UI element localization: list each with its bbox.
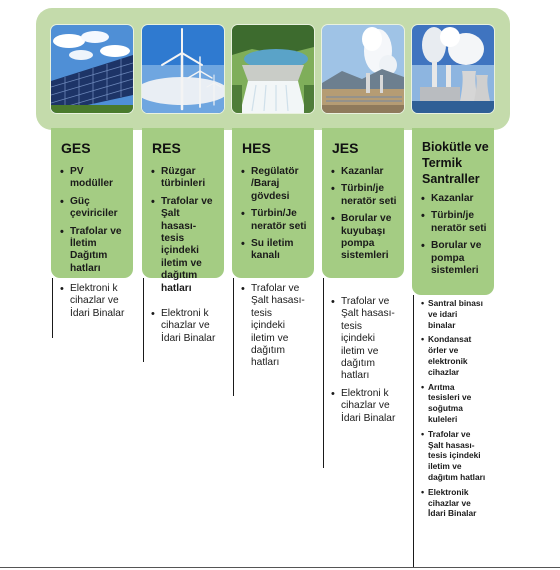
list-item: • Elektroni k cihazlar ve İdari Binalar	[151, 308, 217, 345]
list-item: • Türbin/je neratör seti	[421, 210, 491, 235]
list-item: • Borular ve pompa sistemleri	[421, 240, 491, 277]
ges-title: GES	[61, 140, 91, 156]
list-item: • Su iletim kanalı	[241, 238, 307, 263]
list-item: • Elektroni k cihazlar ve İdari Binalar	[331, 388, 397, 425]
res-component-list	[151, 166, 217, 300]
list-item: • PV modüller	[60, 166, 126, 191]
list-item: • Elektroni k cihazlar ve İdari Binalar	[60, 283, 126, 320]
list-item: • Türbin/je neratör seti	[331, 183, 397, 208]
list-item: • Borular ve kuyubaşı pompa sistemleri	[331, 213, 397, 263]
list-item: • Trafolar ve İletim Dağıtım hatları	[60, 226, 126, 276]
thermal-plant-photo	[412, 25, 494, 113]
biokutle-outer-list	[421, 298, 487, 523]
list-item: • Santral binası ve idari binalar	[421, 298, 487, 330]
biokutle-component-list	[421, 193, 491, 282]
hes-component-list	[241, 166, 307, 268]
list-item: • Kondansat örler ve elektronik cihazlar	[421, 334, 487, 377]
ges-outer-list	[60, 283, 126, 325]
list-item: • Rüzgar türbinleri	[151, 166, 217, 191]
list-item: • Güç çeviriciler	[60, 196, 126, 221]
hes-title: HES	[242, 140, 271, 156]
list-item: • Regülatör /Baraj gövdesi	[241, 166, 307, 203]
geothermal-plant-photo	[322, 25, 404, 113]
solar-panel-photo	[51, 25, 133, 113]
bottom-divider	[0, 567, 560, 568]
jes-outer-list	[331, 296, 397, 430]
res-title: RES	[152, 140, 181, 156]
list-item: • Arıtma tesisleri ve soğutma kuleleri	[421, 382, 487, 425]
hes-connector-line	[233, 278, 234, 396]
jes-component-list	[331, 166, 397, 268]
res-outer-list	[151, 308, 217, 350]
list-item: • Trafolar ve Şalt hasası- tesis içindeki iletim ve dağıtım hatları	[151, 196, 217, 295]
list-item: • Kazanlar	[421, 193, 491, 205]
hes-outer-list	[241, 283, 307, 375]
list-item: • Trafolar ve Şalt hasası- tesis içindeki iletim ve dağıtım hatları	[421, 429, 487, 483]
list-item: • Trafolar ve Şalt hasası- tesis içindeki iletim ve dağıtım hatları	[331, 296, 397, 383]
biokutle-title: Biokütle ve Termik Santraller	[422, 140, 489, 186]
jes-connector-line	[323, 278, 324, 468]
ges-connector-line	[52, 278, 53, 338]
biokutle-connector-line	[413, 295, 414, 567]
dam-photo	[232, 25, 314, 113]
list-item: • Türbin/Je neratör seti	[241, 208, 307, 233]
list-item: • Elektronik cihazlar ve İdari Binalar	[421, 487, 487, 519]
jes-title: JES	[332, 140, 359, 156]
wind-turbine-photo	[142, 25, 224, 113]
list-item: • Kazanlar	[331, 166, 397, 178]
res-connector-line	[143, 278, 144, 362]
list-item: • Trafolar ve Şalt hasası- tesis içindeki iletim ve dağıtım hatları	[241, 283, 307, 370]
ges-component-list	[60, 166, 126, 280]
